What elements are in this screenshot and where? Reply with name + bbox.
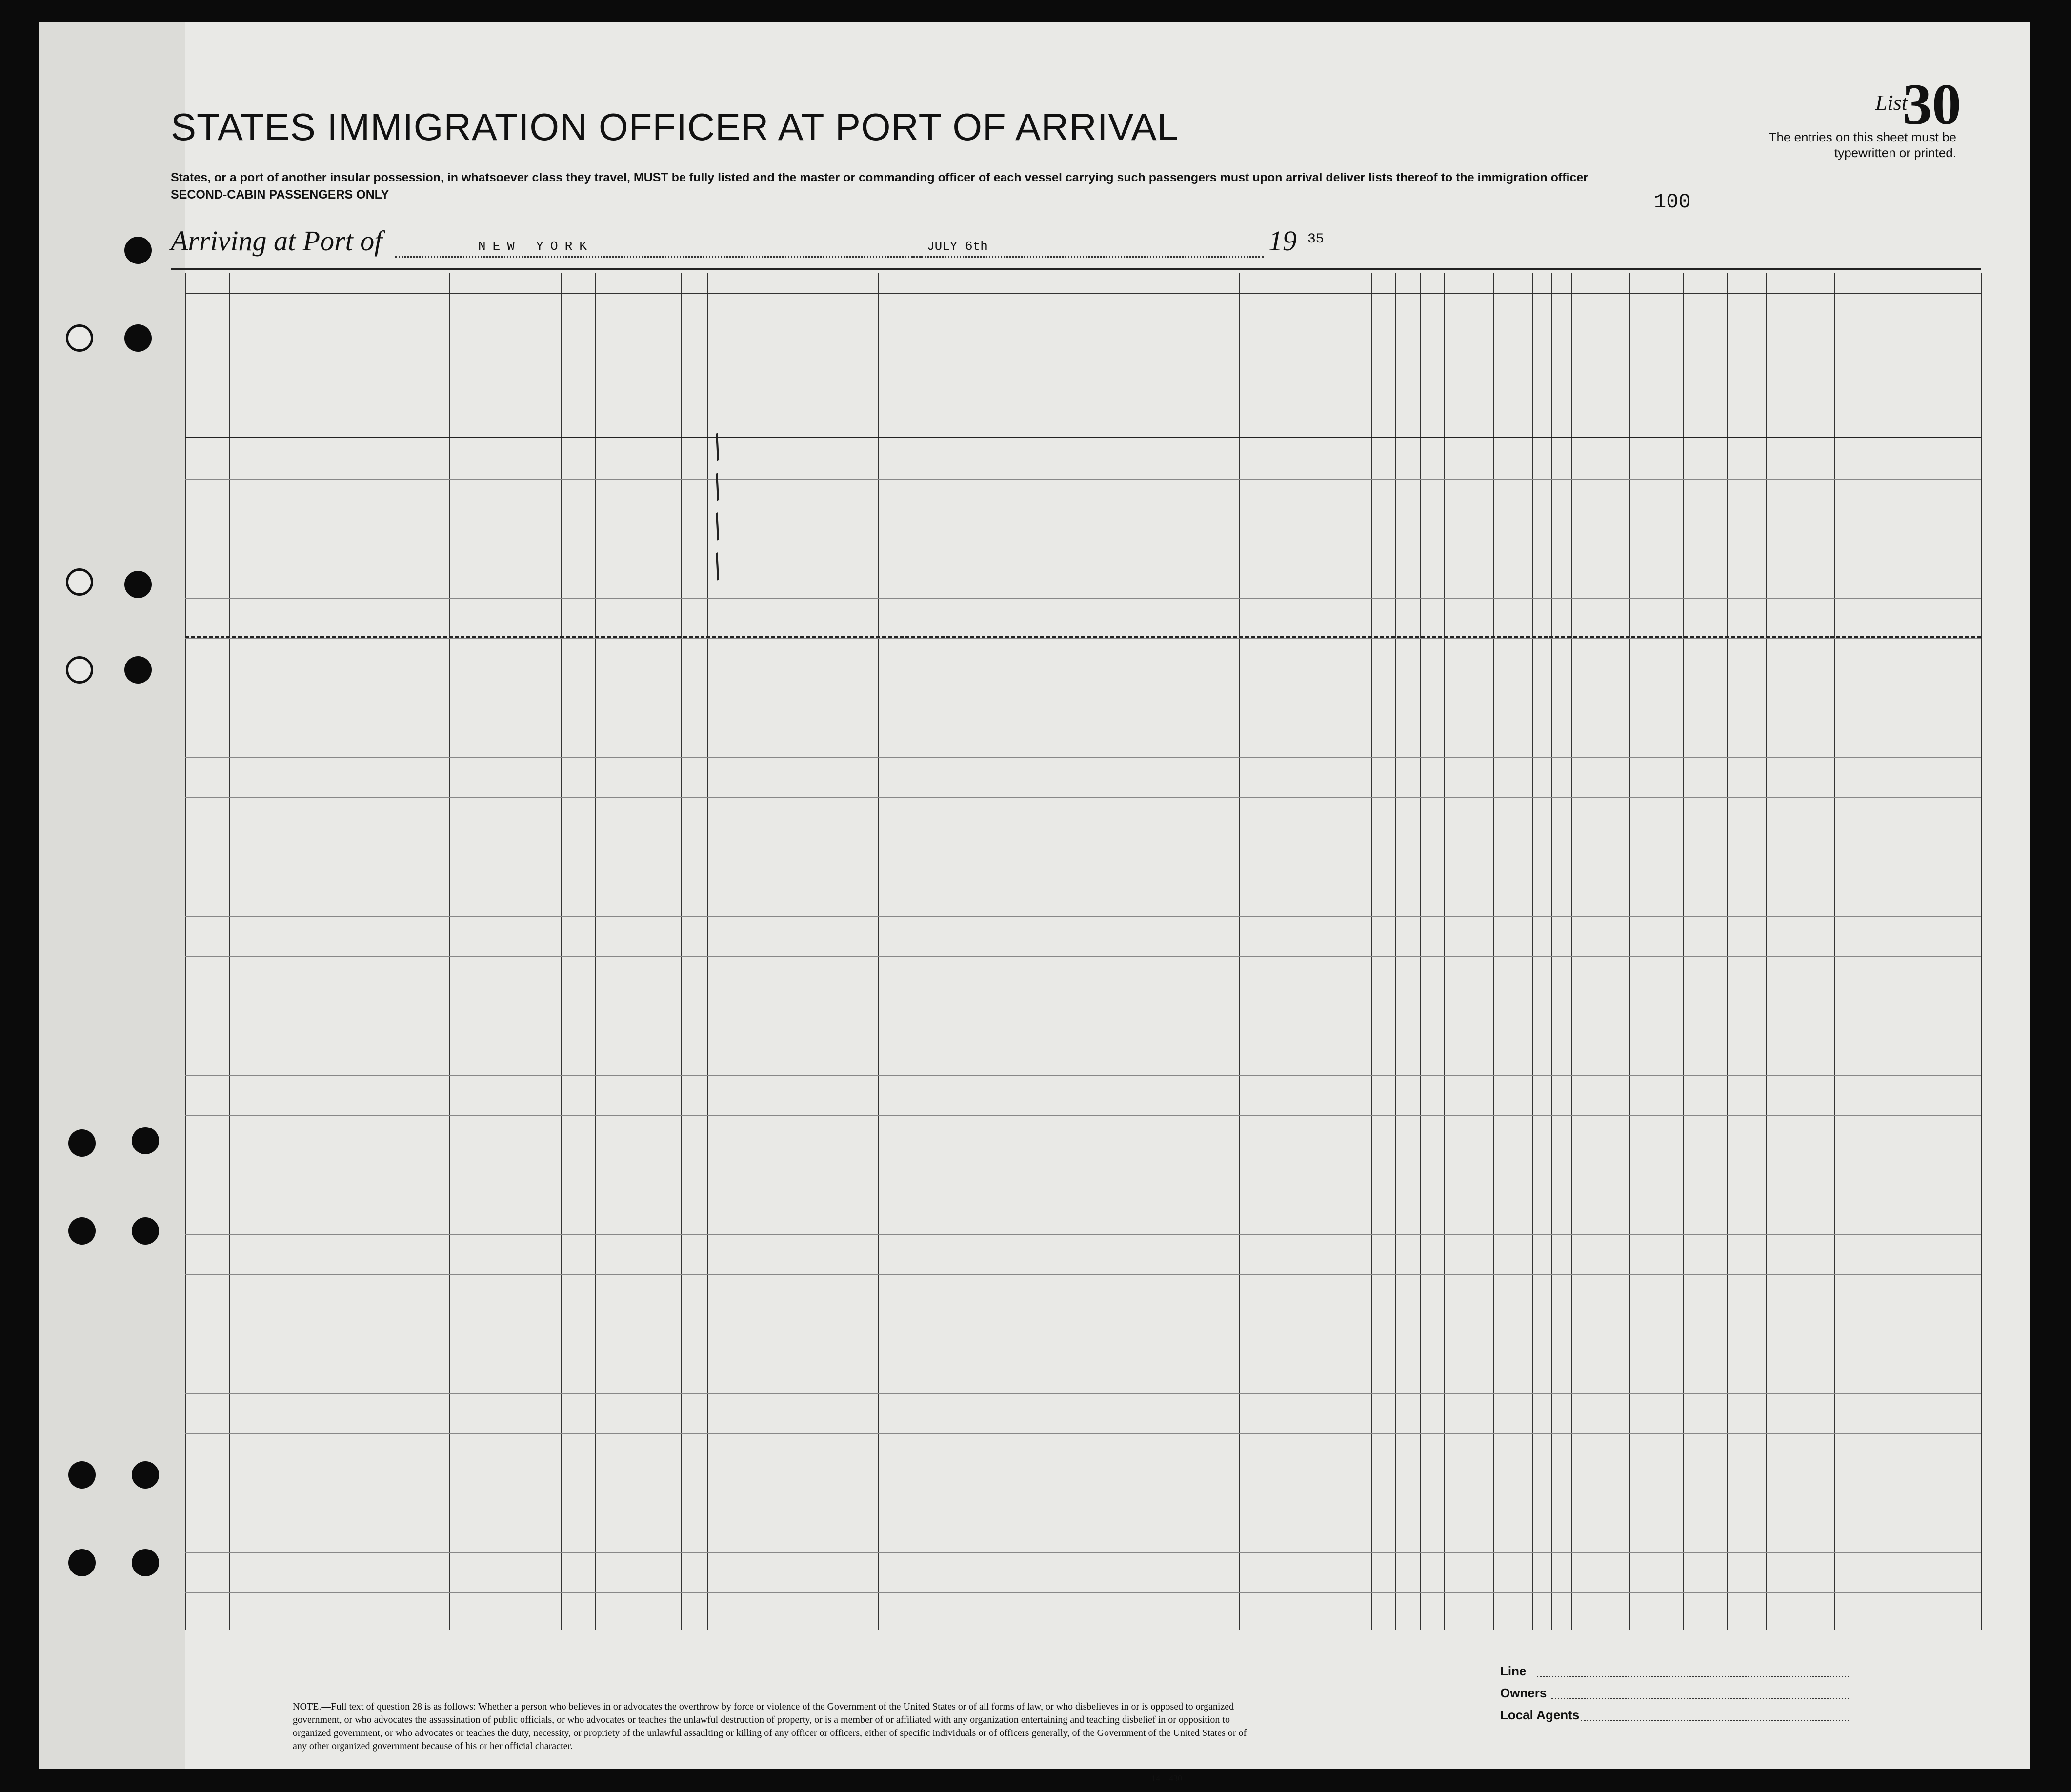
row-rule [185,956,1981,957]
column-rule [561,273,562,1630]
manifest-sheet [39,22,2030,1783]
punch-hole [132,1549,159,1576]
footnote-question-28: NOTE.—Full text of question 28 is as follows: Whether a person who believes in or advocates the overthrow by force or violence of the Government of the United States or of all forms of law, or who disbelieves in or is opposed to organized government, or who advocates the assassination of public officials, or who advocates or teaches the unlawful destruction of property, or is a member of or affiliated with any organization entertaining and teaching disbelief in or opposition to organized government, or who advocates or teaches the duty, necessity, or propriety of the unlawful assaulting or killing of any officer or officers, either of specific individuals or of officers generally, of the Government of the United States or of any other organized government because of his or her official character. [293,1701,1247,1752]
typewritten-note: The entries on this sheet must be typewritten or printed. [1769,130,1956,160]
punch-hole [68,1461,96,1489]
column-rule [1551,273,1552,1630]
column-rule [1683,273,1684,1630]
column-rule [1395,273,1396,1630]
row-rule [185,479,1981,480]
column-rule [681,273,682,1630]
manifest-table [185,273,1981,1630]
row-rule [185,1274,1981,1275]
punch-hole [68,1217,96,1245]
punch-hole [68,1549,96,1576]
row-rule [185,1115,1981,1116]
punch-hole [124,237,152,264]
column-rule [1532,273,1533,1630]
dashed-separator [185,636,1981,638]
column-rule [449,273,450,1630]
list-number: 30 [1903,72,1961,137]
punch-hole [132,1461,159,1489]
punch-hole-open [66,568,93,596]
punch-hole [124,324,152,352]
list-label: List [1875,91,1908,115]
row-rule [185,916,1981,917]
arriving-label: Arriving at Port of [171,225,382,257]
local-agents-label: Local Agents [1500,1708,1580,1722]
column-rule [185,273,186,1630]
form-number: 14—430 [1151,1773,1182,1783]
column-rule [1371,273,1372,1630]
row-rule [185,598,1981,599]
punch-hole-open [66,324,93,352]
check-mark: / [704,548,730,583]
page-title: STATES IMMIGRATION OFFICER AT PORT OF ARRIVAL [171,105,1179,148]
arrival-year-suffix: 35 [1307,232,1324,247]
row-rule [185,797,1981,798]
row-rule [185,757,1981,758]
check-mark: / [704,469,730,503]
check-mark: / [704,429,730,464]
punch-hole [68,1129,96,1157]
check-mark: / [704,508,730,544]
column-rule [595,273,596,1630]
row-rule [185,638,1981,639]
owners-label: Owners [1500,1686,1547,1700]
column-rule [1571,273,1572,1630]
subtitle-line2: SECOND-CABIN PASSENGERS ONLY [171,188,389,201]
row-rule [185,1592,1981,1593]
column-rule [1727,273,1728,1630]
binding-margin [39,22,185,1769]
row-rule [185,1234,1981,1235]
arrival-port: NEW YORK [478,239,594,254]
column-rule [1493,273,1494,1630]
header-top-rule [185,293,1981,294]
punch-hole-open [66,656,93,684]
stamp-number: 100 [1654,190,1691,214]
punch-hole [124,571,152,598]
column-rule [1629,273,1630,1630]
arrival-date: JULY 6th [927,239,988,254]
header-bottom-rule [185,437,1981,438]
row-rule [185,1433,1981,1434]
column-rule [1420,273,1421,1630]
row-rule [185,1552,1981,1553]
column-rule [1239,273,1240,1630]
arrival-year-prefix: 19 [1268,225,1297,257]
row-rule [185,1075,1981,1076]
row-rule [185,1393,1981,1394]
column-rule [1981,273,1982,1630]
punch-hole [132,1217,159,1245]
punch-hole [132,1127,159,1154]
column-rule [878,273,879,1630]
column-rule [1834,273,1835,1630]
subtitle-line1: States, or a port of another insular possession, in whatsoever class they travel, MUST be fully listed and the master or commanding officer of each vessel carrying such passengers must upon arrival deliver lists thereof to the immigration officer [171,171,1588,184]
line-label: Line [1500,1664,1527,1678]
column-rule [229,273,230,1630]
column-rule [1766,273,1767,1630]
column-rule [1444,273,1445,1630]
punch-hole [124,656,152,684]
